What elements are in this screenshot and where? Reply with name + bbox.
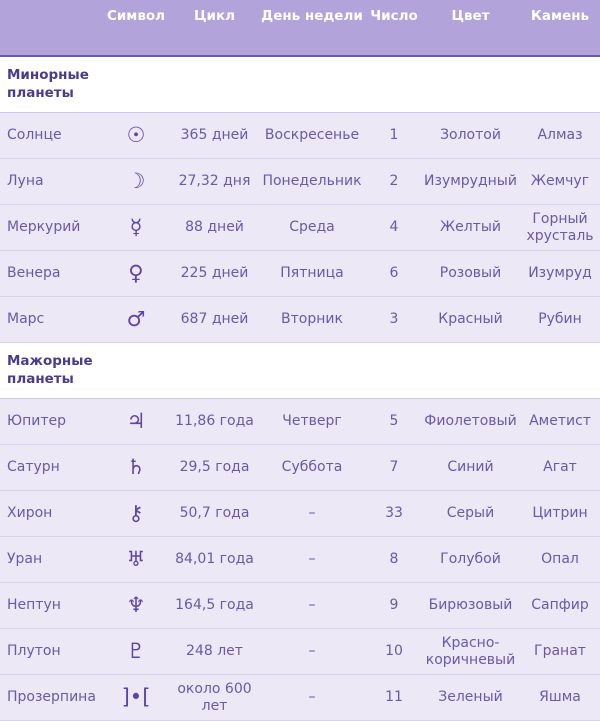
planet-symbol-icon: ♃: [100, 399, 172, 445]
stone-cell: Аметист: [520, 399, 600, 445]
number-cell: 6: [367, 251, 421, 297]
planet-symbol-icon: ☿: [100, 205, 172, 251]
section-cell: [0, 343, 600, 399]
weekday-cell: Четверг: [257, 399, 367, 445]
table-row: [0, 297, 600, 343]
cycle-cell: 164,5 года: [172, 583, 257, 629]
planet-symbol-icon: ☽: [100, 159, 172, 205]
color-cell: Розовый: [421, 251, 520, 297]
planet-name: Плутон: [0, 629, 100, 675]
planet-symbol-icon: ☉: [100, 113, 172, 159]
planet-symbol-icon: ♄: [100, 445, 172, 491]
cycle-cell: около 600 лет: [172, 675, 257, 721]
weekday-cell: Пятница: [257, 251, 367, 297]
planet-name: Меркурий: [0, 205, 100, 251]
cycle-cell: 225 дней: [172, 251, 257, 297]
header-cell: Символ: [100, 0, 172, 56]
planet-symbol-icon: ♇: [100, 629, 172, 675]
planet-name: Луна: [0, 159, 100, 205]
planet-symbol-icon: ♅: [100, 537, 172, 583]
header-cell: Цикл: [172, 0, 257, 56]
color-cell: Красный: [421, 297, 520, 343]
planet-name: Солнце: [0, 113, 100, 159]
stone-cell: Агат: [520, 445, 600, 491]
table-row: [0, 159, 600, 205]
table-row: [0, 583, 600, 629]
weekday-cell: –: [257, 537, 367, 583]
cycle-cell: 50,7 года: [172, 491, 257, 537]
stone-cell: Цитрин: [520, 491, 600, 537]
planet-symbol-icon: ♀: [100, 251, 172, 297]
table-row: [0, 205, 600, 251]
table-row: [0, 537, 600, 583]
planet-name: Нептун: [0, 583, 100, 629]
table-row: [0, 629, 600, 675]
number-cell: 1: [367, 113, 421, 159]
color-cell: Желтый: [421, 205, 520, 251]
cycle-cell: 27,32 дня: [172, 159, 257, 205]
weekday-cell: Суббота: [257, 445, 367, 491]
cycle-cell: 88 дней: [172, 205, 257, 251]
planet-symbol-icon: ⚷: [100, 491, 172, 537]
table-row: [0, 251, 600, 297]
planet-symbol-icon: ♂: [100, 297, 172, 343]
color-cell: Фиолетовый: [421, 399, 520, 445]
section-title: Минорные планеты: [7, 67, 89, 101]
weekday-cell: Вторник: [257, 297, 367, 343]
number-cell: 3: [367, 297, 421, 343]
stone-cell: Рубин: [520, 297, 600, 343]
color-cell: Бирюзовый: [421, 583, 520, 629]
color-cell: Синий: [421, 445, 520, 491]
planet-name: Сатурн: [0, 445, 100, 491]
planet-name: Венера: [0, 251, 100, 297]
weekday-cell: Воскресенье: [257, 113, 367, 159]
table-row: [0, 675, 600, 721]
stone-cell: Изумруд: [520, 251, 600, 297]
header-cell: Цвет: [421, 0, 520, 56]
planet-symbol-icon: ]•[: [100, 675, 172, 721]
number-cell: 8: [367, 537, 421, 583]
number-cell: 10: [367, 629, 421, 675]
stone-cell: Опал: [520, 537, 600, 583]
number-cell: 9: [367, 583, 421, 629]
number-cell: 2: [367, 159, 421, 205]
color-cell: Голубой: [421, 537, 520, 583]
number-cell: 7: [367, 445, 421, 491]
header-cell: Камень: [520, 0, 600, 56]
stone-cell: Яшма: [520, 675, 600, 721]
stone-cell: Сапфир: [520, 583, 600, 629]
weekday-cell: –: [257, 491, 367, 537]
number-cell: 4: [367, 205, 421, 251]
section-cell: [0, 56, 600, 113]
color-cell: Зеленый: [421, 675, 520, 721]
section-title: Мажорные планеты: [7, 353, 93, 387]
weekday-cell: Среда: [257, 205, 367, 251]
color-cell: Изумрудный: [421, 159, 520, 205]
number-cell: 33: [367, 491, 421, 537]
color-cell: Серый: [421, 491, 520, 537]
color-cell: Золотой: [421, 113, 520, 159]
header-row: [0, 0, 600, 56]
weekday-cell: –: [257, 629, 367, 675]
planet-name: Уран: [0, 537, 100, 583]
cycle-cell: 11,86 года: [172, 399, 257, 445]
header-cell: День недели: [257, 0, 367, 56]
table-body: [0, 56, 600, 721]
weekday-cell: –: [257, 675, 367, 721]
cycle-cell: 687 дней: [172, 297, 257, 343]
stone-cell: Горный хрусталь: [520, 205, 600, 251]
section-row: [0, 343, 600, 399]
table-row: [0, 491, 600, 537]
planet-name: Хирон: [0, 491, 100, 537]
cycle-cell: 248 лет: [172, 629, 257, 675]
table-row: [0, 399, 600, 445]
planet-name: Юпитер: [0, 399, 100, 445]
cycle-cell: 365 дней: [172, 113, 257, 159]
header-cell: Число: [367, 0, 421, 56]
header-cell: [0, 0, 100, 56]
color-cell: Красно-коричневый: [421, 629, 520, 675]
planet-name: Марс: [0, 297, 100, 343]
table-row: [0, 113, 600, 159]
weekday-cell: Понедельник: [257, 159, 367, 205]
number-cell: 5: [367, 399, 421, 445]
stone-cell: Жемчуг: [520, 159, 600, 205]
table-row: [0, 445, 600, 491]
weekday-cell: –: [257, 583, 367, 629]
stone-cell: Алмаз: [520, 113, 600, 159]
stone-cell: Гранат: [520, 629, 600, 675]
planet-symbol-icon: ♆: [100, 583, 172, 629]
cycle-cell: 29,5 года: [172, 445, 257, 491]
number-cell: 11: [367, 675, 421, 721]
planet-name: Прозерпина: [0, 675, 100, 721]
cycle-cell: 84,01 года: [172, 537, 257, 583]
section-row: [0, 56, 600, 113]
